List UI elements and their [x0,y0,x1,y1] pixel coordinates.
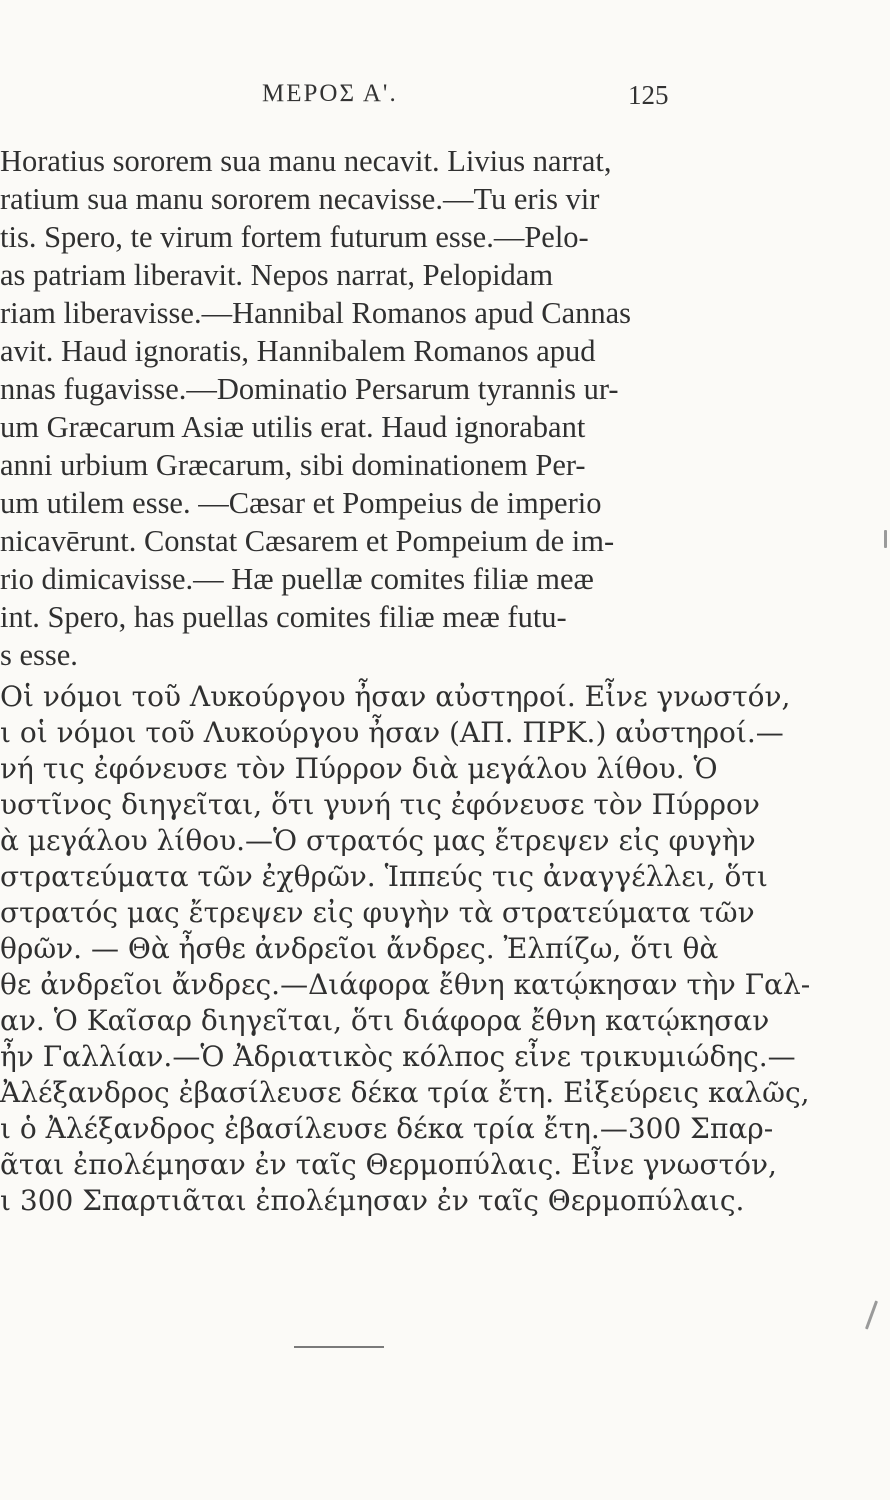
section-title: ΜΕΡΟΣ Α'. [262,80,398,107]
text-line: riam liberavisse.—Hannibal Romanos apud Cannas [0,296,632,330]
text-line: rio dimicavisse.— Hæ puellæ comites filiæ meæ [0,562,594,596]
text-line: θε ἀνδρεῖοι ἄνδρες.—Διάφορα ἔθνη κατῴκησαν τὴν Γαλ- [0,968,811,1001]
margin-mark [865,1300,878,1329]
text-line: ᾶται ἐπολέμησαν ἐν ταῖς Θερμοπύλαις. Εἶνε γνωστόν, [0,1148,777,1181]
text-line: as patriam liberavit. Nepos narrat, Pelopidam [0,258,554,292]
text-line: στρατεύματα τῶν ἐχθρῶν. Ἱππεύς τις ἀναγγέλλει, ὅτι [0,860,768,893]
text-line: ratium sua manu sororem necavisse.—Tu eris vir [0,182,600,216]
text-line: ἦν Γαλλίαν.—Ὁ Ἀδριατικὸς κόλπος εἶνε τρικυμιώδης.— [0,1040,796,1073]
text-line: υστῖνος διηγεῖται, ὅτι γυνή τις ἐφόνευσε τὸν Πύρρον [0,788,760,821]
text-line: νή τις ἐφόνευσε τὸν Πύρρον διὰ μεγάλου λίθου. Ὁ [0,752,718,785]
closing-rule [294,1346,384,1348]
text-line: ι ὁ Ἀλέξανδρος ἐβασίλευσε δέκα τρία ἔτη.—300 Σπαρ- [0,1112,774,1145]
text-line: um utilem esse. —Cæsar et Pompeius de imperio [0,486,602,520]
margin-mark [884,530,887,548]
text-line: um Græcarum Asiæ utilis erat. Haud ignorabant [0,410,586,444]
text-line: anni urbium Græcarum, sibi dominationem Per- [0,448,586,482]
text-line: int. Spero, has puellas comites filiæ meæ futu- [0,600,567,634]
running-header [0,80,890,120]
text-line: Ἀλέξανδρος ἐβασίλευσε δέκα τρία ἔτη. Εἰξεύρεις καλῶς, [0,1076,810,1109]
text-line: Οἱ νόμοι τοῦ Λυκούργου ἦσαν αὐστηροί. Εἶνε γνωστόν, [0,680,791,713]
text-line: ι οἱ νόμοι τοῦ Λυκούργου ἦσαν (ΑΠ. ΠΡΚ.) αὐστηροί.— [0,716,784,749]
text-line: avit. Haud ignoratis, Hannibalem Romanos apud [0,334,596,368]
page-number: 125 [628,80,669,110]
text-line: s esse. [0,638,78,672]
text-line: nicavērunt. Constat Cæsarem et Pompeium de im- [0,524,615,558]
text-line: Horatius sororem sua manu necavit. Livius narrat, [0,144,612,178]
text-line: θρῶν. — Θὰ ἦσθε ἀνδρεῖοι ἄνδρες. Ἐλπίζω, ὅτι θὰ [0,932,719,965]
text-line: ι 300 Σπαρτιᾶται ἐπολέμησαν ἐν ταῖς Θερμοπύλαις. [0,1184,745,1217]
text-line: tis. Spero, te virum fortem futurum esse.—Pelo- [0,220,589,254]
text-line: ὰ μεγάλου λίθου.—Ὁ στρατός μας ἔτρεψεν εἰς φυγὴν [0,824,756,857]
text-line: nnas fugavisse.—Dominatio Persarum tyrannis ur- [0,372,619,406]
text-line: στρατός μας ἔτρεψεν εἰς φυγὴν τὰ στρατεύματα τῶν [0,896,755,929]
text-line: αν. Ὁ Καῖσαρ διηγεῖται, ὅτι διάφορα ἔθνη κατῴκησαν [0,1004,770,1037]
